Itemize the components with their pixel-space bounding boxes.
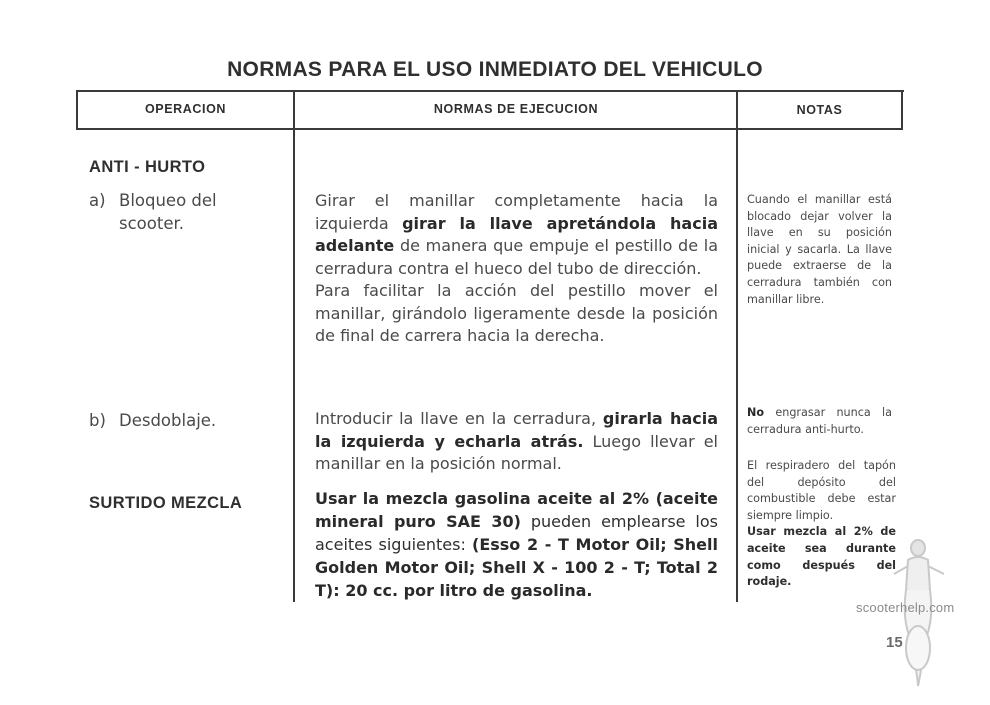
instruction-a	[315, 190, 718, 348]
operation-a-label-line1: Bloqueo del	[119, 191, 217, 210]
table-top-rule	[76, 90, 904, 92]
instruction-surtido: Usar la mezcla gasolina aceite al 2% (aceite mineral puro SAE 30) pueden emplearse los aceites siguientes: (Esso 2 - T Motor Oil; Shell Golden Motor Oil; Shell X - 100 2 - T; Total 2 T): 20 cc. por litro de gasolina.	[315, 489, 719, 600]
operation-b	[89, 409, 289, 432]
item-marker-b: b)	[89, 411, 106, 430]
note-surtido	[747, 458, 896, 591]
instruction-surtido-bold-1: Usar la mezcla gasolina aceite al 2% (aceite mineral puro SAE 30)	[315, 489, 718, 531]
column-header-notas: NOTAS	[796, 103, 843, 117]
page-number: 15	[886, 634, 903, 651]
operation-b-label: Desdoblaje.	[119, 411, 217, 430]
header-underline-operacion	[76, 128, 294, 130]
column-divider-2	[736, 90, 738, 602]
watermark-text: scooterhelp.com	[856, 600, 955, 615]
note-surtido-bold: Usar mezcla al 2% de aceite sea durante como después del rodaje.	[747, 525, 896, 589]
page-title: NORMAS PARA EL USO INMEDIATO DEL VEHICULO	[227, 58, 763, 81]
header-underline-normas	[294, 128, 736, 130]
section-heading-anti-hurto: ANTI - HURTO	[89, 158, 206, 176]
instruction-b: Introducir la llave en la cerradura, girarla hacia la izquierda y echarla atrás. Luego llevar el manillar en la posición normal.	[315, 409, 719, 473]
instruction-a-paragraph-1: Girar el manillar completamente hacia la izquierda girar la llave apretándola hacia adelante de manera que empuje el pestillo de la cerradura contra el hueco del tubo de dirección.	[315, 191, 718, 278]
header-underline-notas	[738, 128, 902, 130]
column-header-normas: NORMAS DE EJECUCION	[433, 102, 599, 116]
column-divider-right	[901, 90, 903, 130]
item-marker-a: a)	[89, 191, 106, 210]
instruction-a-paragraph-2: Para facilitar la acción del pestillo mover el manillar, girándolo ligeramente desde la posición de final de carrera hacia la derecha.	[315, 281, 718, 345]
operation-a-label-line2: scooter.	[119, 214, 184, 233]
note-surtido-text: El respiradero del tapón del depósito del combustible debe estar siempre limpio.	[747, 459, 896, 522]
column-header-operacion: OPERACION	[144, 102, 227, 116]
instruction-a-bold: girar la llave apretándola hacia adelante	[315, 213, 718, 255]
note-b: No engrasar nunca la cerradura anti-hurto.	[747, 406, 892, 436]
note-a: Cuando el manillar está blocado dejar volver la llave en su posición inicial y sacarla. La llave puede extraerse de la cerradura también con manillar libre.	[747, 193, 892, 306]
operation-a	[89, 189, 289, 235]
instruction-surtido-bold-2: (Esso 2 - T Motor Oil; Shell Golden Motor Oil; Shell X - 100 2 - T; Total 2 T): 20 cc. por litro de gasolina.	[315, 535, 718, 600]
section-heading-surtido-mezcla: SURTIDO MEZCLA	[89, 494, 243, 512]
note-b-bold: No	[747, 406, 765, 419]
instruction-b-bold: girarla hacia la izquierda y echarla atrás.	[315, 409, 719, 451]
column-divider-1	[293, 90, 295, 602]
